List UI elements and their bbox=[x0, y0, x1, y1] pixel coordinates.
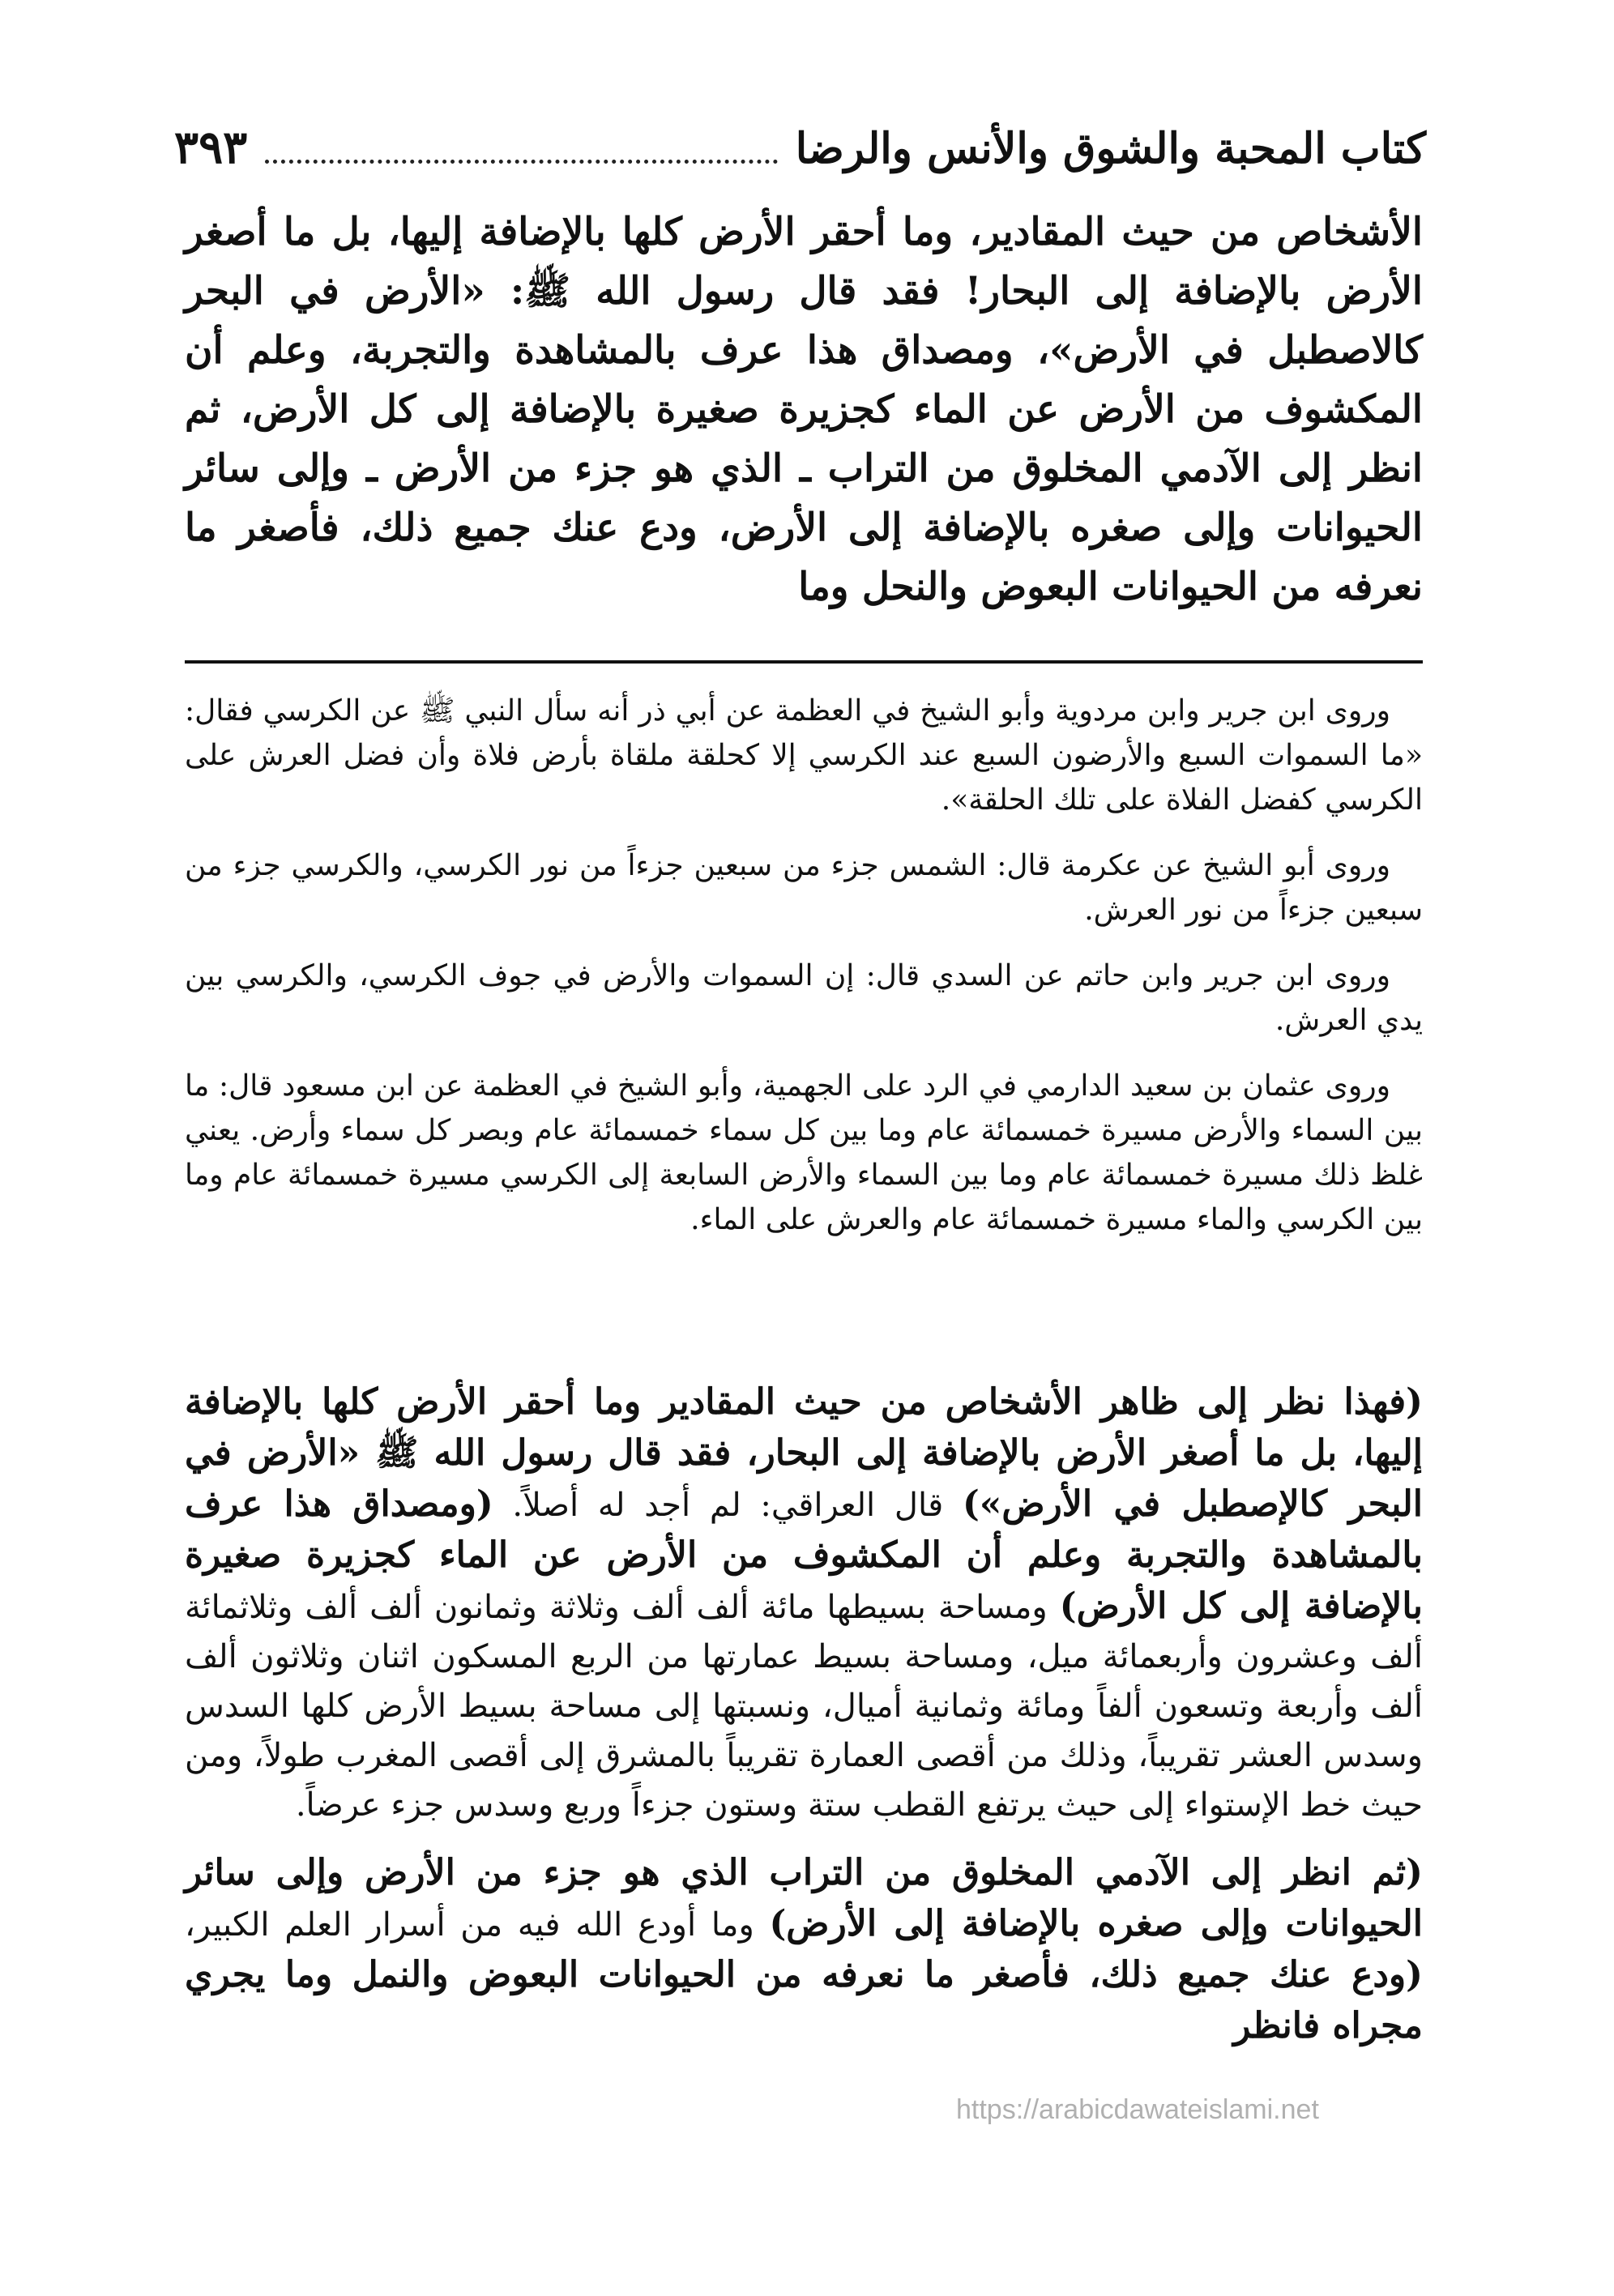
commentary-paragraph bbox=[185, 1848, 1423, 2052]
main-text: الأشخاص من حيث المقادير، وما أحقر الأرض كلها بالإضافة إليها، بل ما أصغر الأرض بالإضافة إلى البحار! فقد قال رسول الله ﷺ: «الأرض في البحر كالاصطبل في الأرض»، ومصداق هذا عرف بالمشاهدة والتجربة، وعلم أن المكشوف من الأرض عن الماء كجزيرة صغيرة بالإضافة إلى كل الأرض، ثم انظر إلى الآدمي المخلوق من التراب ـ الذي هو جزء من الأرض ـ وإلى سائر الحيوانات وإلى صغره بالإضافة إلى الأرض، ودع عنك جميع ذلك، فأصغر ما نعرفه من الحيوانات البعوض والنحل وما bbox=[185, 210, 1423, 609]
footnote: وروى عثمان بن سعيد الدارمي في الرد على الجهمية، وأبو الشيخ في العظمة عن ابن مسعود قال: ما بين السماء والأرض مسيرة خمسمائة عام وما بين كل سماء خمسمائة عام وبصر كل سماء وأرض. يعني غلظ ذلك مسيرة خمسمائة عام وما بين السماء والأرض السابعة إلى الكرسي مسيرة خمسمائة عام وما بين الكرسي والماء مسيرة خمسمائة عام والعرش على الماء. bbox=[185, 1069, 1423, 1236]
watermark-url: https://arabicdawateislami.net bbox=[956, 2094, 1319, 2125]
sharh-text: وما أودع الله فيه من أسرار العلم الكبير، bbox=[185, 1906, 770, 1944]
commentary bbox=[185, 1377, 1423, 2070]
footnote: وروى ابن جرير وابن مردوية وأبو الشيخ في العظمة عن أبي ذر أنه سأل النبي ﷺ عن الكرسي فقال: «ما السموات السبع والأرضون السبع عند الكرسي إلا كحلقة ملقاة بأرض فلاة وأن فضل العرش على الكرسي كفضل الفلاة على تلك الحلقة». bbox=[185, 694, 1423, 817]
sharh-text: قال العراقي: لم أجد له أصلاً. bbox=[493, 1487, 963, 1524]
matn-excerpt: (ثم انظر إلى الآدمي المخلوق من التراب الذي هو جزء من الأرض وإلى سائر الحيوانات وإلى صغره بالإضافة إلى الأرض) bbox=[185, 1852, 1423, 1944]
running-head bbox=[174, 97, 1426, 174]
footnote-separator bbox=[185, 660, 1423, 664]
running-title: كتاب المحبة والشوق والأنس والرضا bbox=[795, 124, 1426, 173]
sharh-text: ومساحة بسيطها مائة ألف ألف وثلاثة وثمانون ألف ألف وثلاثمائة ألف وعشرون وأربعمائة ميل، ومساحة بسيط عمارتها من الربع المسكون اثنان وثلاثون ألف ألف وأربعة وتسعون ألفاً ومائة وثمانية أميال، ونسبتها إلى مساحة بسيط الأرض كلها السدس وسدس العشر تقريباً، وذلك من أقصى العمارة تقريباً بالمشرق إلى أقصى المغرب طولاً، ومن حيث خط الإستواء إلى حيث يرتفع القطب ستة وستون جزءاً وربع وسدس جزء عرضاً. bbox=[185, 1589, 1423, 1824]
footnote: وروى أبو الشيخ عن عكرمة قال: الشمس جزء من سبعين جزءاً من نور الكرسي، والكرسي جزء من سبعين جزءاً من نور العرش. bbox=[185, 849, 1423, 927]
dotted-leader bbox=[265, 159, 778, 164]
page-number: ٣٩٣ bbox=[174, 121, 248, 174]
footnotes bbox=[185, 689, 1423, 1263]
matn-excerpt: (ومصداق هذا عرف بالمشاهدة والتجربة وعلم أن المكشوف من الأرض عن الماء كجزيرة صغيرة بالإضافة إلى كل الأرض) bbox=[185, 1483, 1424, 1627]
footnote: وروى ابن جرير وابن حاتم عن السدي قال: إن السموات والأرض في جوف الكرسي، والكرسي بين يدي العرش. bbox=[185, 959, 1423, 1037]
matn-excerpt: (ودع عنك جميع ذلك، فأصغر ما نعرفه من الحيوانات البعوض والنمل وما يجري مجراه فانظر bbox=[185, 1954, 1423, 2046]
commentary-paragraph bbox=[185, 1377, 1423, 1830]
matn-excerpt: (فهذا نظر إلى ظاهر الأشخاص من حيث المقادير وما أحقر الأرض كلها بالإضافة إليها، بل ما أصغر الأرض بالإضافة إلى البحار، فقد قال رسول الله ﷺ «الأرض في البحر كالإصطبل في الأرض») bbox=[185, 1381, 1423, 1525]
